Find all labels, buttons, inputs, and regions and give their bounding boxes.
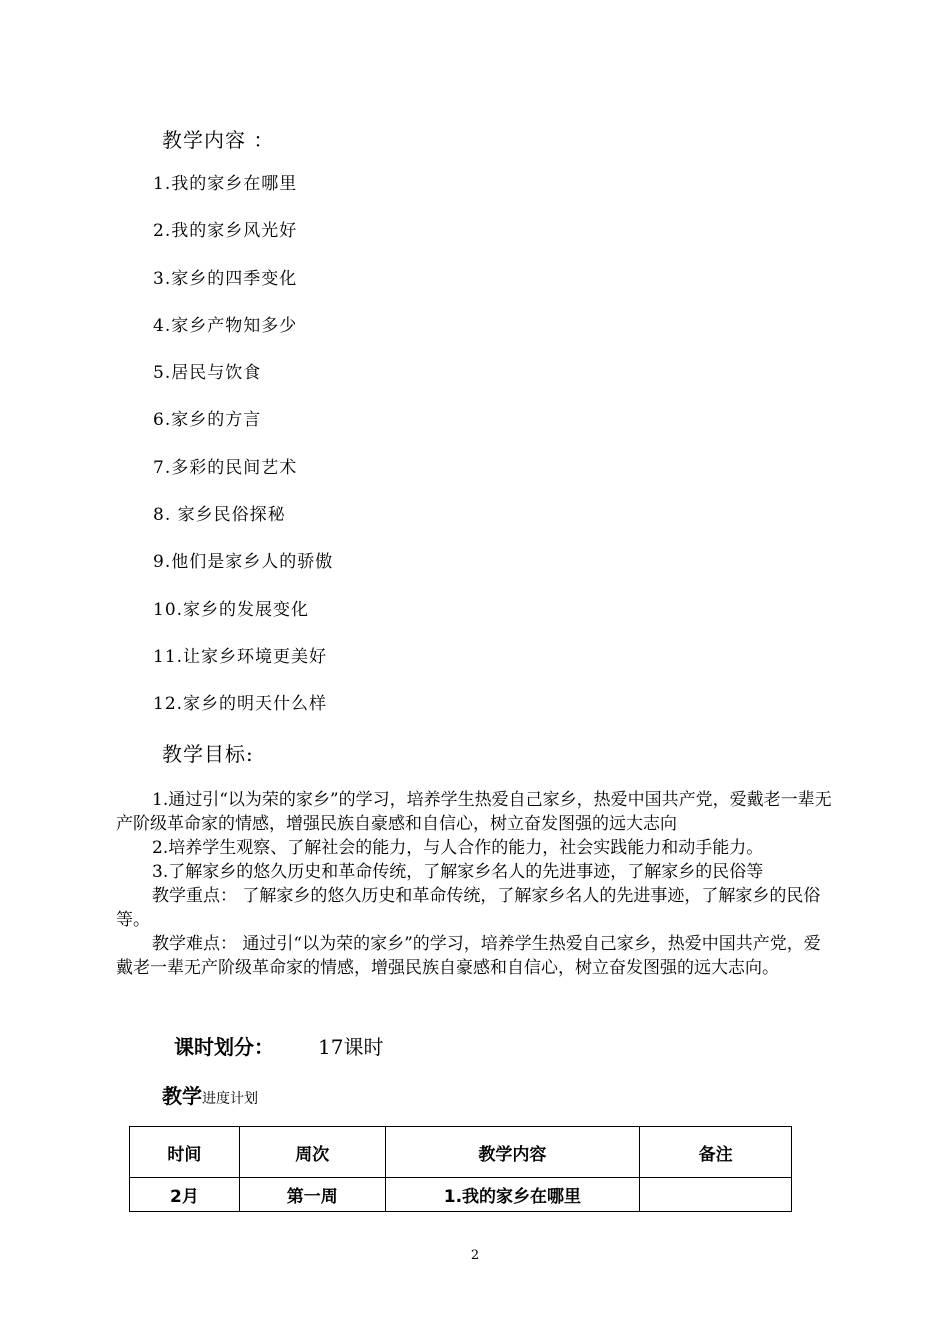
plan-title-big: 教学 bbox=[162, 1084, 202, 1108]
content-item: 10.家乡的发展变化 bbox=[153, 599, 310, 620]
content-item: 9.他们是家乡人的骄傲 bbox=[153, 552, 334, 573]
key-point-text: 教学重点： 了解家乡的悠久历史和革命传统，了解家乡名人的先进事迹，了解家乡的民俗等。 bbox=[116, 886, 821, 930]
difficulty bbox=[116, 932, 836, 980]
plan-title-small: 进度计划 bbox=[202, 1091, 258, 1107]
goal-1 bbox=[116, 788, 836, 836]
goals-heading: 教学目标: bbox=[162, 742, 254, 766]
content-item: 8. 家乡民俗探秘 bbox=[153, 505, 286, 526]
page-number: 2 bbox=[470, 1248, 480, 1263]
lesson-label: 课时划分： bbox=[174, 1035, 274, 1059]
lesson-division bbox=[174, 1031, 383, 1060]
plan-title bbox=[162, 1080, 258, 1109]
content-item: 3.家乡的四季变化 bbox=[153, 268, 298, 289]
content-item: 4.家乡产物知多少 bbox=[153, 315, 298, 336]
content-item: 2.我的家乡风光好 bbox=[153, 221, 298, 242]
cell-time: 2月 bbox=[130, 1178, 240, 1212]
difficulty-text: 教学难点： 通过引“以为荣的家乡”的学习，培养学生热爱自己家乡，热爱中国共产党，爱戴老一辈无产阶级革命家的情感，增强民族自豪感和自信心，树立奋发图强的远大志向。 bbox=[116, 934, 821, 978]
goal-1-text: 1.通过引“以为荣的家乡”的学习，培养学生热爱自己家乡，热爱中国共产党，爱戴老一辈无产阶级革命家的情感，增强民族自豪感和自信心，树立奋发图强的远大志向 bbox=[116, 790, 832, 834]
content-item: 11.让家乡环境更美好 bbox=[153, 646, 328, 667]
content-item: 5.居民与饮食 bbox=[153, 363, 262, 384]
content-item: 1.我的家乡在哪里 bbox=[153, 174, 298, 194]
cell-notes bbox=[640, 1178, 792, 1212]
table-row bbox=[130, 1178, 792, 1212]
header-time: 时间 bbox=[130, 1127, 240, 1178]
goal-2 bbox=[116, 836, 836, 860]
schedule-table bbox=[129, 1126, 792, 1212]
content-item: 6.家乡的方言 bbox=[153, 410, 262, 431]
goal-3 bbox=[116, 860, 836, 884]
header-notes: 备注 bbox=[640, 1127, 792, 1178]
cell-content: 1.我的家乡在哪里 bbox=[385, 1178, 640, 1212]
header-content: 教学内容 bbox=[385, 1127, 640, 1178]
table-header-row bbox=[130, 1127, 792, 1178]
content-item: 7.多彩的民间艺术 bbox=[153, 457, 298, 478]
goal-2-text: 2.培养学生观察、了解社会的能力，与人合作的能力，社会实践能力和动手能力。 bbox=[152, 838, 764, 858]
lesson-value: 17课时 bbox=[318, 1035, 384, 1059]
key-point bbox=[116, 884, 836, 932]
content-item: 12.家乡的明天什么样 bbox=[153, 694, 328, 715]
header-week: 周次 bbox=[239, 1127, 385, 1178]
cell-week: 第一周 bbox=[239, 1178, 385, 1212]
content-heading: 教学内容 ： bbox=[162, 128, 275, 152]
goal-3-text: 3.了解家乡的悠久历史和革命传统，了解家乡名人的先进事迹，了解家乡的民俗等 bbox=[152, 862, 764, 882]
content-list bbox=[153, 172, 333, 740]
